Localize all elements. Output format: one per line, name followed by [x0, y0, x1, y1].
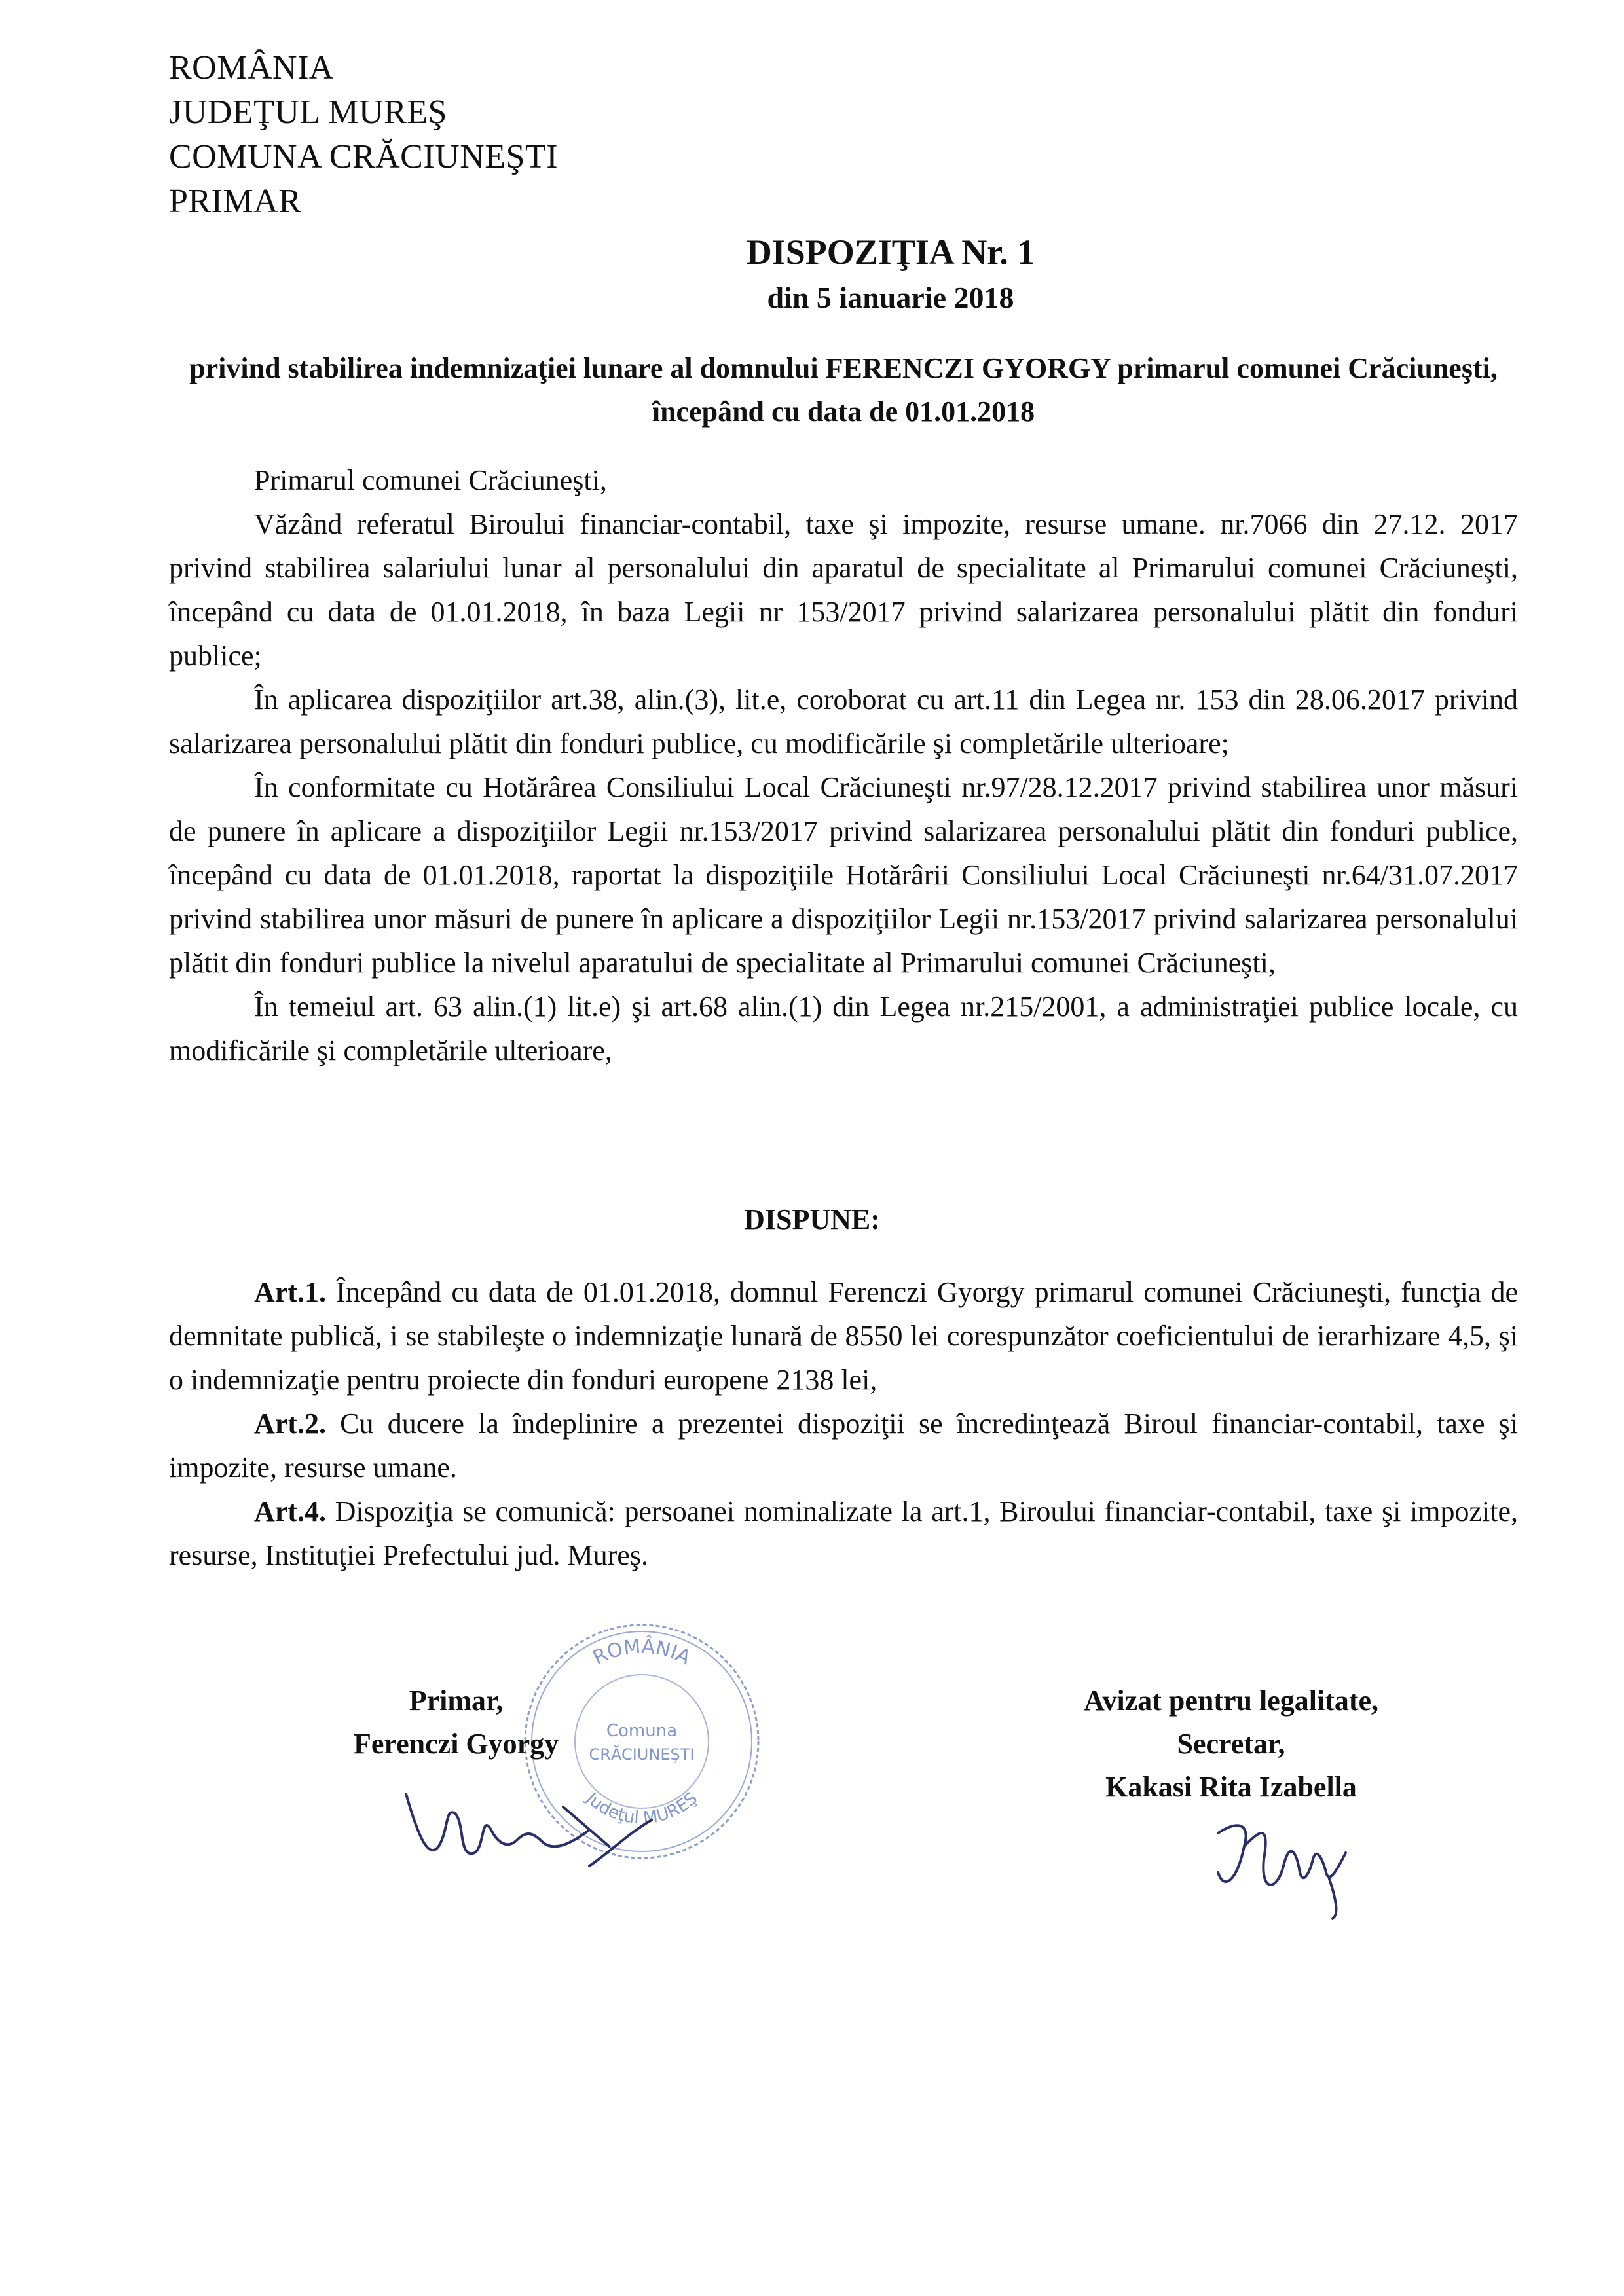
article-text: Cu ducere la îndeplinire a prezentei dispoziţii se încredinţează Biroul financiar-contabil, taxe şi impozite, resurse umane. — [169, 1408, 1519, 1484]
document-body — [169, 458, 1518, 1072]
body-paragraph: În temeiul art. 63 alin.(1) lit.e) şi art.68 alin.(1) din Legea nr.215/2001, a administraţiei publice locale, cu modificările şi completările ulterioare, — [169, 991, 1518, 1066]
signature-endorsement: Avizat pentru legalitate, — [1083, 1685, 1379, 1717]
svg-text:ROMÂNIA — [589, 1635, 695, 1670]
document-number: DISPOZIŢIA Nr. 1 — [746, 232, 1035, 272]
stamp-bottom-text: Judeţul MUREŞ — [581, 1789, 702, 1829]
header-office: PRIMAR — [169, 183, 302, 220]
articles-section — [169, 1270, 1518, 1577]
document-header — [169, 46, 558, 224]
document-date: din 5 ianuarie 2018 — [767, 281, 1014, 314]
signature-name: Kakasi Rita Izabella — [1105, 1771, 1357, 1803]
article-4 — [169, 1489, 1518, 1577]
header-country: ROMÂNIA — [169, 49, 334, 86]
signature-block-mayor — [354, 1679, 559, 1766]
dispune-heading: DISPUNE: — [744, 1203, 880, 1235]
body-paragraph: Primarul comunei Crăciuneşti, — [254, 464, 607, 496]
body-paragraph: Văzând referatul Biroului financiar-contabil, taxe şi impozite, resurse umane. nr.7066 din 27.12. 2017 privind stabilirea salariului lunar al personalului din aparatul de specialitate al Primarului comunei Crăciuneşti, începând cu data de 01.01.2018, în baza Legii nr 153/2017 privind salarizarea personalului plătit din fonduri publice; — [169, 508, 1518, 672]
article-label: Art.2. — [254, 1408, 326, 1440]
secretary-signature — [1198, 1794, 1369, 1925]
signature-block-secretary — [1035, 1679, 1428, 1809]
article-text: Începând cu data de 01.01.2018, domnul Ferenczi Gyorgy primarul comunei Crăciuneşti, funcţia de demnitate publică, i se stabileşte o indemnizaţie lunară de 8550 lei corespunzător coeficientului de ierarhizare 4,5, şi o indemnizaţie pentru proiecte din fonduri europene 2138 lei, — [169, 1276, 1518, 1396]
article-label: Art.1. — [254, 1276, 326, 1308]
title-block — [0, 229, 1624, 321]
article-text: Dispoziţia se comunică: persoanei nominalizate la art.1, Biroului financiar-contabil, taxe şi impozite, resurse, Instituţiei Prefectului jud. Mureş. — [169, 1495, 1518, 1571]
signature-name: Ferenczi Gyorgy — [354, 1728, 559, 1760]
mayor-signature — [393, 1768, 668, 1872]
signature-role: Secretar, — [1177, 1728, 1285, 1760]
header-county: JUDEŢUL MUREŞ — [169, 94, 447, 131]
document-subject: privind stabilirea indemnizaţiei lunare al domnului FERENCZI GYORGY primarul comunei Crăciuneşti, începând cu data de 01.01.2018 — [189, 352, 1498, 428]
body-paragraph: În aplicarea dispoziţiilor art.38, alin.(3), lit.e, coroborat cu art.11 din Legea nr. 153 din 28.06.2017 privind salarizarea personalului plătit din fonduri publice, cu modificările şi completările ulterioare; — [169, 683, 1518, 759]
header-commune: COMUNA CRĂCIUNEŞTI — [169, 138, 559, 175]
signature-role: Primar, — [409, 1685, 504, 1717]
body-paragraph: În conformitate cu Hotărârea Consiliului Local Crăciuneşti nr.97/28.12.2017 privind stabilirea unor măsuri de punere în aplicare a dispoziţiilor Legii nr.153/2017 privind salarizarea personalului plătit din fonduri publice, începând cu data de 01.01.2018, raportat la dispoziţiile Hotărârii Consiliului Local Crăciuneşti nr.64/31.07.2017 privind stabilirea unor măsuri de punere în aplicare a dispoziţiilor Legii nr.153/2017 privind salarizarea personalului plătit din fonduri publice la nivelul aparatului de specialitate al Primarului comunei Crăciuneşti, — [169, 771, 1518, 979]
article-label: Art.4. — [254, 1495, 326, 1527]
stamp-middle-text-2: CRĂCIUNEŞTI — [589, 1745, 695, 1764]
article-1 — [169, 1270, 1518, 1402]
article-2 — [169, 1402, 1518, 1489]
stamp-top-text: ROMÂNIA — [589, 1635, 695, 1670]
stamp-middle-text: Comuna — [606, 1721, 678, 1741]
